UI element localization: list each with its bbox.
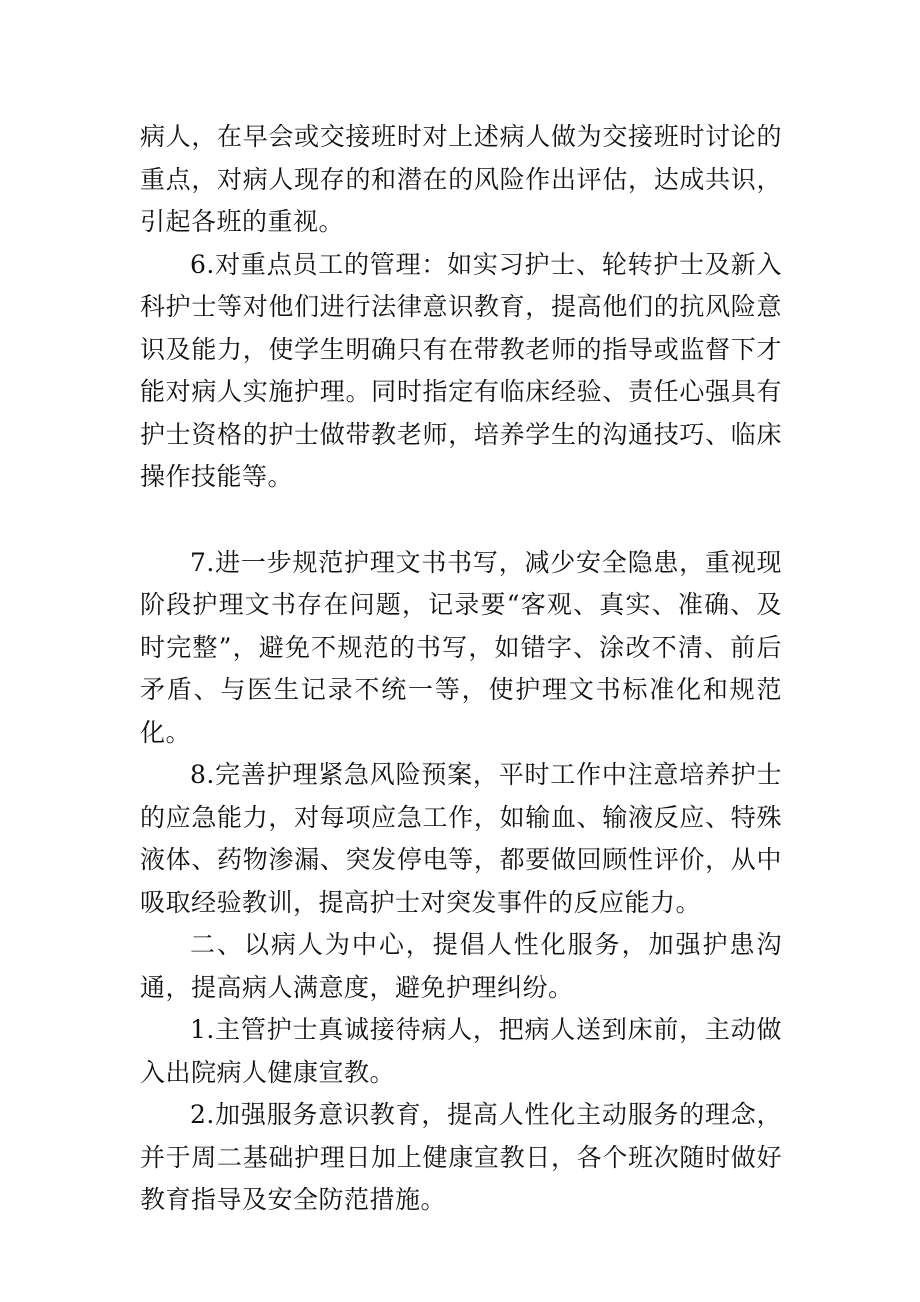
paragraph-item-1: 1.主管护士真诚接待病人，把病人送到床前，主动做入出院病人健康宣教。 — [140, 1015, 782, 1087]
paragraph-item-2: 2.加强服务意识教育，提高人性化主动服务的理念，并于周二基础护理日加上健康宣教日，各个班次随时做好教育指导及安全防范措施。 — [140, 1100, 782, 1214]
paragraph-item-8: 8.完善护理紧急风险预案，平时工作中注意培养护士的应急能力，对每项应急工作，如输血、输液反应、特殊液体、药物渗漏、突发停电等，都要做回顾性评价，从中吸取经验教训，提高护士对突发事件的反应能力。 — [140, 760, 782, 917]
paragraph-continuation: 病人，在早会或交接班时对上述病人做为交接班时讨论的重点，对病人现存的和潜在的风险作出评估，达成共识，引起各班的重视。 — [140, 122, 782, 236]
section-heading-2: 二、以病人为中心，提倡人性化服务，加强护患沟通，提高病人满意度，避免护理纠纷。 — [140, 930, 782, 1002]
document-body — [140, 116, 782, 1222]
paragraph-item-7: 7.进一步规范护理文书书写，减少安全隐患，重视现阶段护理文书存在问题，记录要“客观、真实、准确、及时完整”，避免不规范的书写，如错字、涂改不清、前后矛盾、与医生记录不统一等，使护理文书标准化和规范化。 — [140, 547, 782, 747]
paragraph-item-6: 6.对重点员工的管理：如实习护士、轮转护士及新入科护士等对他们进行法律意识教育，提高他们的抗风险意识及能力，使学生明确只有在带教老师的指导或监督下才能对病人实施护理。同时指定有临床经验、责任心强具有护士资格的护士做带教老师，培养学生的沟通技巧、临床操作技能等。 — [140, 249, 782, 491]
